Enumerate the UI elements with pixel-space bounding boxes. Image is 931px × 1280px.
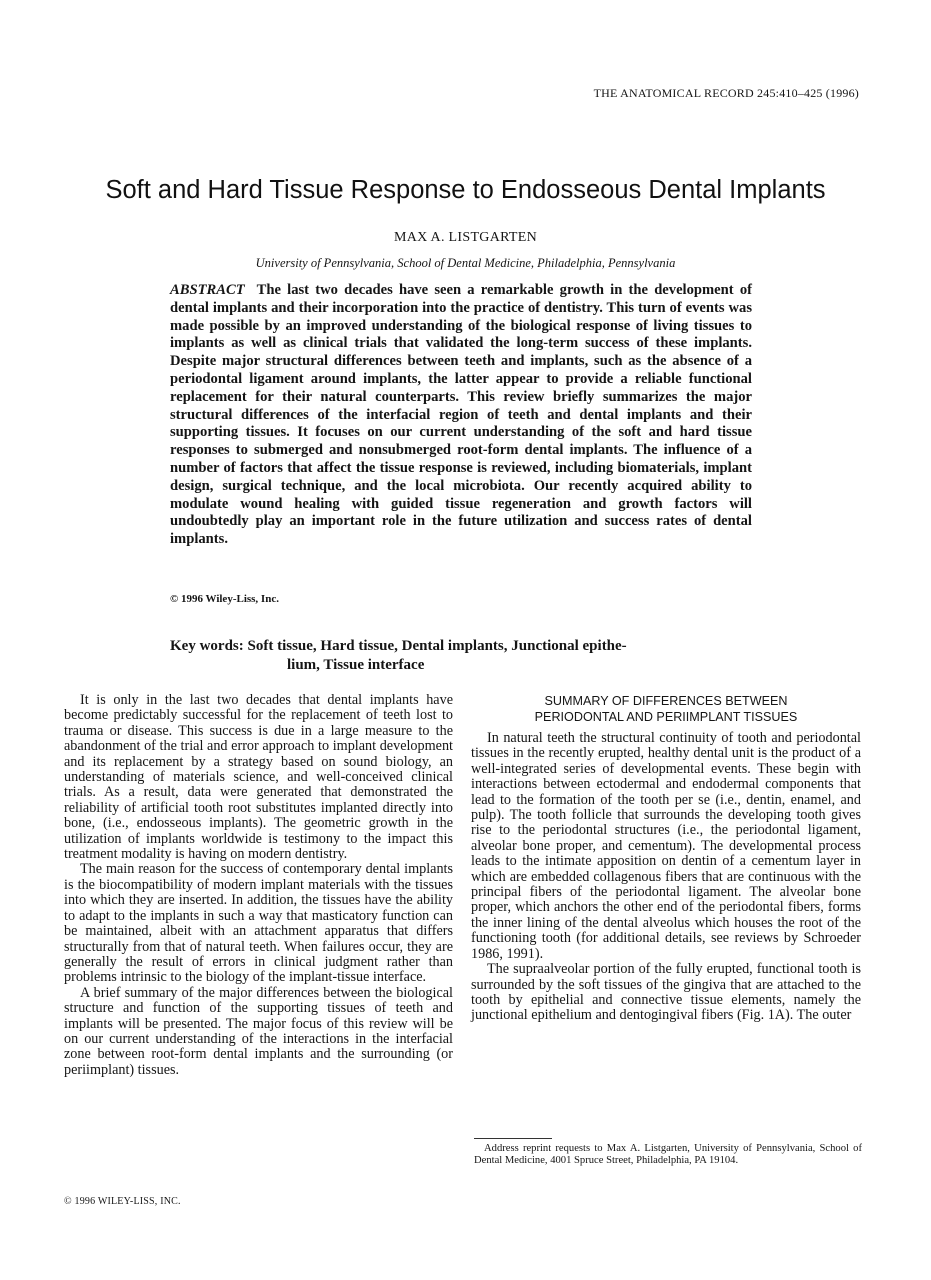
author-name: MAX A. LISTGARTEN bbox=[393, 230, 538, 245]
abstract-label: ABSTRACT bbox=[170, 282, 245, 298]
paragraph: The supraalveolar portion of the fully erupted, functional tooth is surrounded by the soft tissues of the gingiva that are attached to the tooth by epithelial and connective tissue elements, namely the junctional epithelium and dentogingival fibers (Fig. 1A). The outer bbox=[471, 961, 861, 1024]
keywords bbox=[170, 637, 760, 675]
paragraph: A brief summary of the major differences between the biological structure and function of the supporting tissues of teeth and implants will be presented. The major focus of this review will be on our current understanding of the interactions in the interfacial zone between root-form dental implants and the surrounding (or periimplant) tissues. bbox=[64, 984, 453, 1078]
article-title: Soft and Hard Tissue Response to Endosseous Dental Implants bbox=[105, 176, 826, 204]
body-column-right bbox=[471, 693, 861, 1024]
body-column-left bbox=[64, 693, 453, 1078]
footnote bbox=[474, 1143, 862, 1167]
paragraph: In natural teeth the structural continuity of tooth and periodontal tissues in the recently erupted, healthy dental unit is the product of a well-integrated series of developmental events. These begin with interactions between ectodermal and endodermal components that lead to the formation of the tooth per se (i.e., dentin, enamel, and pulp). The tooth follicle that surrounds the developing tooth gives rise to the periodontal structures (i.e., the periodontal ligament, alveolar bone proper, and cementum). The developmental process leads to the intimate apposition on dentin of a cementum layer in which are embedded collagenous fibers that are continuous with the principal fibers of the periodontal ligament. The alveolar bone proper, which anchors the other end of the periodontal fibers, forms the inner lining of the dental alveolus which houses the root of the functioning tooth (for additional details, see reviews by Schroeder 1986, 1991). bbox=[471, 730, 861, 962]
abstract-text: The last two decades have seen a remarkable growth in the development of dental implants and their incorporation into the practice of dentistry. This turn of events was made possible by an improved understanding of the biological response of living tissues to implants as well as clinical trials that validated the long-term success of these implants. Despite major structural differences between teeth and implants, such as the absence of a periodontal ligament around implants, the latter appear to provide a reliable functional replacement for their natural counterparts. This review briefly summarizes the major structural differences of the interfacial region of teeth and dental implants and their supporting tissues. It focuses on our current understanding of the soft and hard tissue responses to submerged and nonsubmerged root-form dental implants. The influence of a number of factors that affect the tissue response is reviewed, including biomaterials, implant design, surgical technique, and the local microbiota. Our recently acquired ability to modulate wound healing with guided tissue regeneration and growth factors will undoubtedly play an important role in the future utilization and success rates of dental implants. bbox=[170, 282, 752, 548]
abstract bbox=[170, 282, 752, 549]
section-heading-line-2: PERIODONTAL AND PERIIMPLANT TISSUES bbox=[534, 710, 798, 724]
paragraph: It is only in the last two decades that dental implants have become predictably successful for the replacement of teeth lost to trauma or disease. This success is due in a large measure to the abandonment of the trial and error approach to implant development and its replacement by a strategy based on sound biology, an understanding of materials science, and well-conceived clinical trials. As a result, data were generated that demonstrated the reliability of artificial tooth root substitutes implanted directly into bone, (i.e., endosseous implants). The geometric growth in the utilization of implants worldwide is testimony to the impact this treatment modality is having on modern dentistry. bbox=[64, 692, 453, 863]
footnote-text: Address reprint requests to Max A. Listgarten, University of Pennsylvania, School of Dental Medicine, 4001 Spruce Street, Philadelphia, PA 19104. bbox=[474, 1143, 862, 1167]
footnote-divider bbox=[474, 1138, 552, 1139]
author-affiliation: University of Pennsylvania, School of Dental Medicine, Philadelphia, Pennsylvania bbox=[255, 256, 676, 270]
keywords-line-1: Key words: Soft tissue, Hard tissue, Dental implants, Junctional epithe- bbox=[170, 638, 627, 654]
abstract-copyright: © 1996 Wiley-Liss, Inc. bbox=[170, 593, 279, 605]
journal-reference: THE ANATOMICAL RECORD 245:410–425 (1996) bbox=[593, 86, 859, 100]
section-heading-line-1: SUMMARY OF DIFFERENCES BETWEEN bbox=[544, 694, 788, 708]
footer-copyright: © 1996 WILEY-LISS, INC. bbox=[64, 1196, 181, 1207]
section-heading bbox=[471, 693, 861, 725]
paragraph: The main reason for the success of contemporary dental implants is the biocompatibility of modern implant materials with the tissues into which they are inserted. In addition, the tissues have the ability to adapt to the implants in such a way that masticatory function can be maintained, albeit with an attachment apparatus that differs structurally from that of natural teeth. When failures occur, they are generally the result of errors in clinical judgment rather than problems intrinsic to the biology of the implant-tissue interface. bbox=[64, 861, 453, 986]
keywords-line-2: lium, Tissue interface bbox=[287, 657, 425, 673]
